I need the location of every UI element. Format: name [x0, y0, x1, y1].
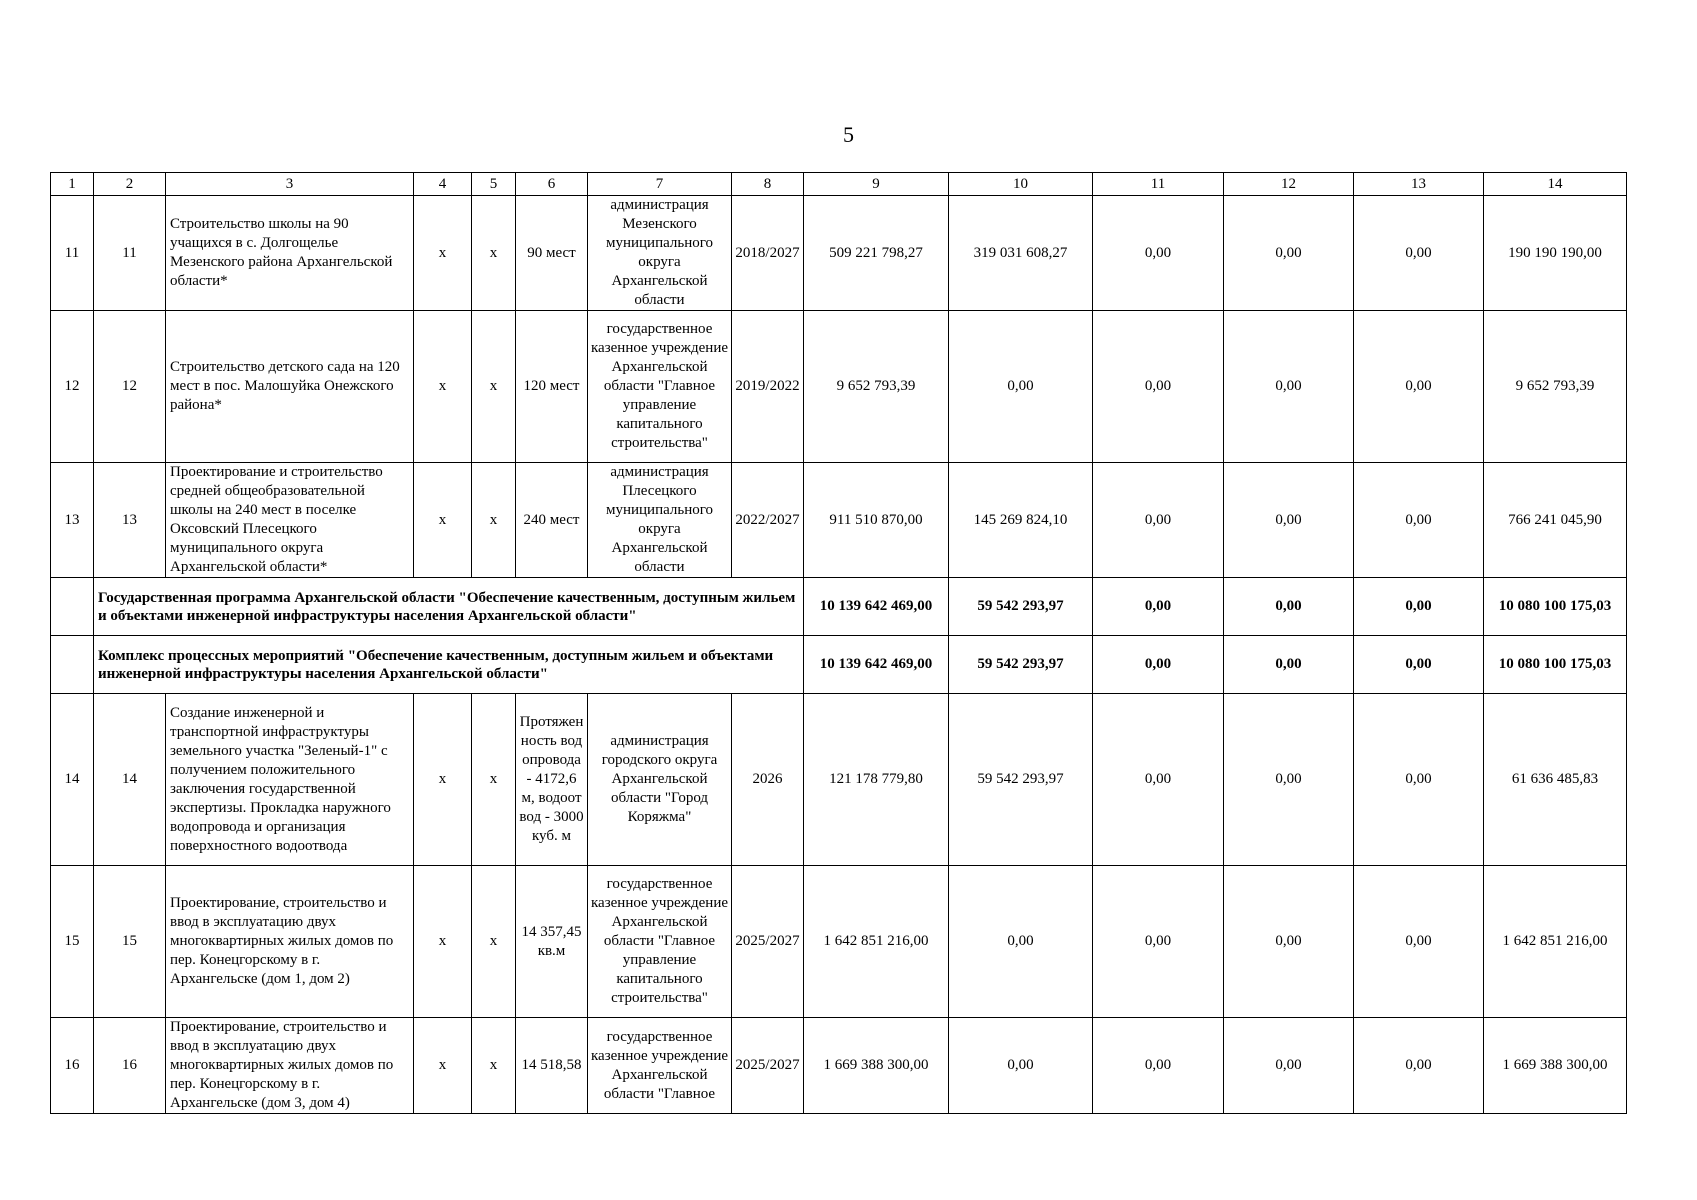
period: 2025/2027 — [732, 1018, 804, 1114]
amount-col12: 0,00 — [1224, 463, 1354, 578]
amount-col13: 0,00 — [1354, 578, 1484, 636]
capacity: Протяженность водопровода - 4172,6 м, водоотвод - 3000 куб. м — [516, 694, 588, 866]
amount-col12: 0,00 — [1224, 196, 1354, 311]
period: 2026 — [732, 694, 804, 866]
amount-col9: 911 510 870,00 — [804, 463, 949, 578]
cell-col5: х — [472, 694, 516, 866]
cell-col4: х — [414, 1018, 472, 1114]
amount-col14: 10 080 100 175,03 — [1484, 636, 1627, 694]
responsible-org: государственное казенное учреждение Архангельской области "Главное управление капитального строительства" — [588, 311, 732, 463]
amount-col12: 0,00 — [1224, 311, 1354, 463]
row-index: 13 — [51, 463, 94, 578]
row-number: 14 — [94, 694, 166, 866]
amount-col10: 145 269 824,10 — [949, 463, 1093, 578]
row-index: 11 — [51, 196, 94, 311]
object-name: Проектирование и строительство средней общеобразовательной школы на 240 мест в поселке Оксовский Плесецкого муниципального округа Архангельской области* — [166, 463, 414, 578]
responsible-org: администрация городского округа Архангельской области "Город Коряжма" — [588, 694, 732, 866]
amount-col14: 1 642 851 216,00 — [1484, 866, 1627, 1018]
cell-col4: х — [414, 463, 472, 578]
amount-col12: 0,00 — [1224, 694, 1354, 866]
amount-col14: 766 241 045,90 — [1484, 463, 1627, 578]
amount-col10: 0,00 — [949, 311, 1093, 463]
object-name: Строительство школы на 90 учащихся в с. Долгощелье Мезенского района Архангельской области* — [166, 196, 414, 311]
cell-col5: х — [472, 463, 516, 578]
complex-title: Комплекс процессных мероприятий "Обеспечение качественным, доступным жильем и объектами инженерной инфраструктуры населения Архангельской области" — [94, 636, 804, 694]
table-row — [51, 196, 1627, 311]
amount-col10: 59 542 293,97 — [949, 636, 1093, 694]
column-header: 7 — [588, 173, 732, 196]
row-index: 16 — [51, 1018, 94, 1114]
amount-col9: 1 642 851 216,00 — [804, 866, 949, 1018]
amount-col9: 9 652 793,39 — [804, 311, 949, 463]
column-header: 11 — [1093, 173, 1224, 196]
period: 2019/2022 — [732, 311, 804, 463]
column-header: 1 — [51, 173, 94, 196]
amount-col13: 0,00 — [1354, 866, 1484, 1018]
capacity: 14 357,45 кв.м — [516, 866, 588, 1018]
row-number: 15 — [94, 866, 166, 1018]
row-index: 15 — [51, 866, 94, 1018]
column-header: 13 — [1354, 173, 1484, 196]
empty-cell — [51, 578, 94, 636]
amount-col13: 0,00 — [1354, 196, 1484, 311]
capacity: 120 мест — [516, 311, 588, 463]
amount-col11: 0,00 — [1093, 311, 1224, 463]
amount-col10: 59 542 293,97 — [949, 694, 1093, 866]
amount-col10: 0,00 — [949, 866, 1093, 1018]
amount-col9: 1 669 388 300,00 — [804, 1018, 949, 1114]
program-title: Государственная программа Архангельской области "Обеспечение качественным, доступным жильем и объектами инженерной инфраструктуры населения Архангельской области" — [94, 578, 804, 636]
row-index: 12 — [51, 311, 94, 463]
amount-col11: 0,00 — [1093, 578, 1224, 636]
capacity: 90 мест — [516, 196, 588, 311]
period: 2018/2027 — [732, 196, 804, 311]
amount-col12: 0,00 — [1224, 866, 1354, 1018]
column-header: 6 — [516, 173, 588, 196]
amount-col10: 0,00 — [949, 1018, 1093, 1114]
row-number: 12 — [94, 311, 166, 463]
column-number-header — [51, 173, 1627, 196]
amount-col12: 0,00 — [1224, 1018, 1354, 1114]
row-number: 11 — [94, 196, 166, 311]
table-row — [51, 463, 1627, 578]
empty-cell — [51, 636, 94, 694]
program-total-row — [51, 578, 1627, 636]
column-header: 14 — [1484, 173, 1627, 196]
row-number: 13 — [94, 463, 166, 578]
amount-col9: 10 139 642 469,00 — [804, 636, 949, 694]
amount-col13: 0,00 — [1354, 1018, 1484, 1114]
cell-col5: х — [472, 1018, 516, 1114]
table-row — [51, 311, 1627, 463]
object-name: Строительство детского сада на 120 мест в пос. Малошуйка Онежского района* — [166, 311, 414, 463]
table-row — [51, 1018, 1627, 1114]
period: 2025/2027 — [732, 866, 804, 1018]
budget-table — [50, 172, 1627, 1114]
amount-col13: 0,00 — [1354, 636, 1484, 694]
amount-col9: 10 139 642 469,00 — [804, 578, 949, 636]
responsible-org: государственное казенное учреждение Архангельской области "Главное управление капитального строительства" — [588, 866, 732, 1018]
amount-col14: 190 190 190,00 — [1484, 196, 1627, 311]
column-header: 5 — [472, 173, 516, 196]
amount-col11: 0,00 — [1093, 866, 1224, 1018]
amount-col12: 0,00 — [1224, 636, 1354, 694]
amount-col11: 0,00 — [1093, 1018, 1224, 1114]
table-row — [51, 694, 1627, 866]
amount-col14: 10 080 100 175,03 — [1484, 578, 1627, 636]
page-number: 5 — [843, 122, 854, 147]
responsible-org: государственное казенное учреждение Архангельской области "Главное — [588, 1018, 732, 1114]
object-name: Проектирование, строительство и ввод в эксплуатацию двух многоквартирных жилых домов по пер. Конецгорскому в г. Архангельске (дом 3, дом 4) — [166, 1018, 414, 1114]
amount-col13: 0,00 — [1354, 463, 1484, 578]
cell-col5: х — [472, 311, 516, 463]
capacity: 14 518,58 — [516, 1018, 588, 1114]
column-header: 12 — [1224, 173, 1354, 196]
row-index: 14 — [51, 694, 94, 866]
amount-col11: 0,00 — [1093, 636, 1224, 694]
column-header: 3 — [166, 173, 414, 196]
amount-col12: 0,00 — [1224, 578, 1354, 636]
period: 2022/2027 — [732, 463, 804, 578]
amount-col14: 9 652 793,39 — [1484, 311, 1627, 463]
cell-col4: х — [414, 311, 472, 463]
cell-col4: х — [414, 694, 472, 866]
table-row — [51, 866, 1627, 1018]
amount-col13: 0,00 — [1354, 694, 1484, 866]
cell-col4: х — [414, 196, 472, 311]
column-header: 10 — [949, 173, 1093, 196]
column-header: 2 — [94, 173, 166, 196]
cell-col5: х — [472, 866, 516, 1018]
amount-col11: 0,00 — [1093, 463, 1224, 578]
complex-total-row — [51, 636, 1627, 694]
capacity: 240 мест — [516, 463, 588, 578]
amount-col11: 0,00 — [1093, 694, 1224, 866]
column-header: 4 — [414, 173, 472, 196]
amount-col11: 0,00 — [1093, 196, 1224, 311]
responsible-org: администрация Мезенского муниципального округа Архангельской области — [588, 196, 732, 311]
column-header: 9 — [804, 173, 949, 196]
cell-col4: х — [414, 866, 472, 1018]
amount-col9: 121 178 779,80 — [804, 694, 949, 866]
amount-col14: 61 636 485,83 — [1484, 694, 1627, 866]
row-number: 16 — [94, 1018, 166, 1114]
cell-col5: х — [472, 196, 516, 311]
object-name: Создание инженерной и транспортной инфраструктуры земельного участка "Зеленый-1" с получением положительного заключения государственной экспертизы. Прокладка наружного водопровода и организация поверхностного водоотвода — [166, 694, 414, 866]
object-name: Проектирование, строительство и ввод в эксплуатацию двух многоквартирных жилых домов по пер. Конецгорскому в г. Архангельске (дом 1, дом 2) — [166, 866, 414, 1018]
amount-col10: 59 542 293,97 — [949, 578, 1093, 636]
amount-col14: 1 669 388 300,00 — [1484, 1018, 1627, 1114]
column-header: 8 — [732, 173, 804, 196]
responsible-org: администрация Плесецкого муниципального округа Архангельской области — [588, 463, 732, 578]
amount-col9: 509 221 798,27 — [804, 196, 949, 311]
amount-col10: 319 031 608,27 — [949, 196, 1093, 311]
amount-col13: 0,00 — [1354, 311, 1484, 463]
